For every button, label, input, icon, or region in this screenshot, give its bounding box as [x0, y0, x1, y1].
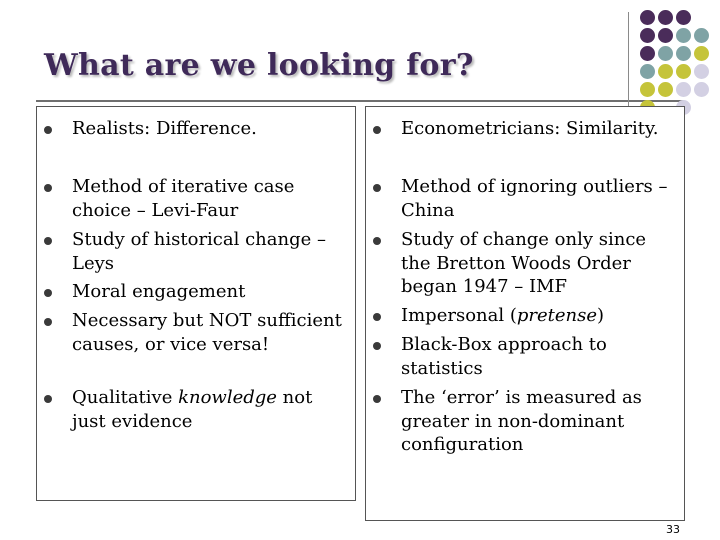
list-item-text: Qualitative knowledge not just evidence [72, 387, 313, 432]
list-item [401, 386, 666, 457]
decor-dot [694, 28, 709, 43]
bullet-icon [373, 126, 381, 134]
emphasis-text: knowledge [178, 387, 277, 408]
bullet-icon [373, 184, 381, 192]
list-item [72, 117, 347, 141]
bullet-icon [373, 395, 381, 403]
decor-dot [658, 10, 673, 25]
decor-vertical-line [628, 12, 629, 116]
decor-dot [676, 10, 691, 25]
bullet-icon [44, 289, 52, 297]
list-item [401, 117, 684, 141]
decor-dot [676, 46, 691, 61]
list-item-text: Method of ignoring outliers – China [401, 176, 668, 221]
realists-panel [36, 106, 356, 501]
list-item-text: The ‘error’ is measured as greater in non-dominant configuration [401, 387, 642, 455]
decor-dot [640, 10, 655, 25]
emphasis-text: pretense [516, 305, 598, 326]
list-item [401, 228, 676, 299]
list-item-text: Black-Box approach to statistics [401, 334, 607, 379]
list-item-text: Econometricians: Similarity. [401, 118, 659, 139]
decor-dot [676, 64, 691, 79]
list-item [72, 175, 347, 222]
decor-dot [658, 64, 673, 79]
list-item [401, 175, 681, 222]
bullet-icon [44, 126, 52, 134]
decor-dot [694, 46, 709, 61]
decor-dot [658, 46, 673, 61]
list-item-text: Moral engagement [72, 281, 246, 302]
title-underline [36, 100, 684, 102]
decor-dot [640, 82, 655, 97]
bullet-icon [373, 342, 381, 350]
bullet-icon [44, 395, 52, 403]
list-item [72, 280, 347, 304]
list-item [72, 228, 347, 275]
decor-dot [676, 82, 691, 97]
slide-title: What are we looking for? [44, 48, 474, 83]
list-item [72, 386, 347, 433]
decor-dot-grid [638, 8, 720, 116]
page-number: 33 [666, 523, 680, 536]
decor-dot [694, 64, 709, 79]
list-item-text: Realists: Difference. [72, 118, 257, 139]
list-item [72, 309, 347, 356]
bullet-icon [373, 237, 381, 245]
decor-dot [658, 82, 673, 97]
list-item-text: Study of historical change – Leys [72, 229, 326, 274]
decor-dot [640, 64, 655, 79]
list-item [401, 333, 676, 380]
decor-dot [640, 46, 655, 61]
list-item-text: Necessary but NOT sufficient causes, or vice versa! [72, 310, 342, 355]
bullet-icon [44, 184, 52, 192]
bullet-icon [373, 313, 381, 321]
list-item-text: Method of iterative case choice – Levi-Faur [72, 176, 295, 221]
decor-dot [658, 28, 673, 43]
list-item [401, 304, 676, 328]
econometricians-panel [365, 106, 685, 521]
decor-dot [676, 28, 691, 43]
bullet-icon [44, 237, 52, 245]
bullet-icon [44, 318, 52, 326]
decor-dot [694, 82, 709, 97]
list-item-text: Study of change only since the Bretton Woods Order began 1947 – IMF [401, 229, 647, 297]
list-item-text: Impersonal (pretense) [401, 305, 605, 326]
decor-dot [640, 28, 655, 43]
